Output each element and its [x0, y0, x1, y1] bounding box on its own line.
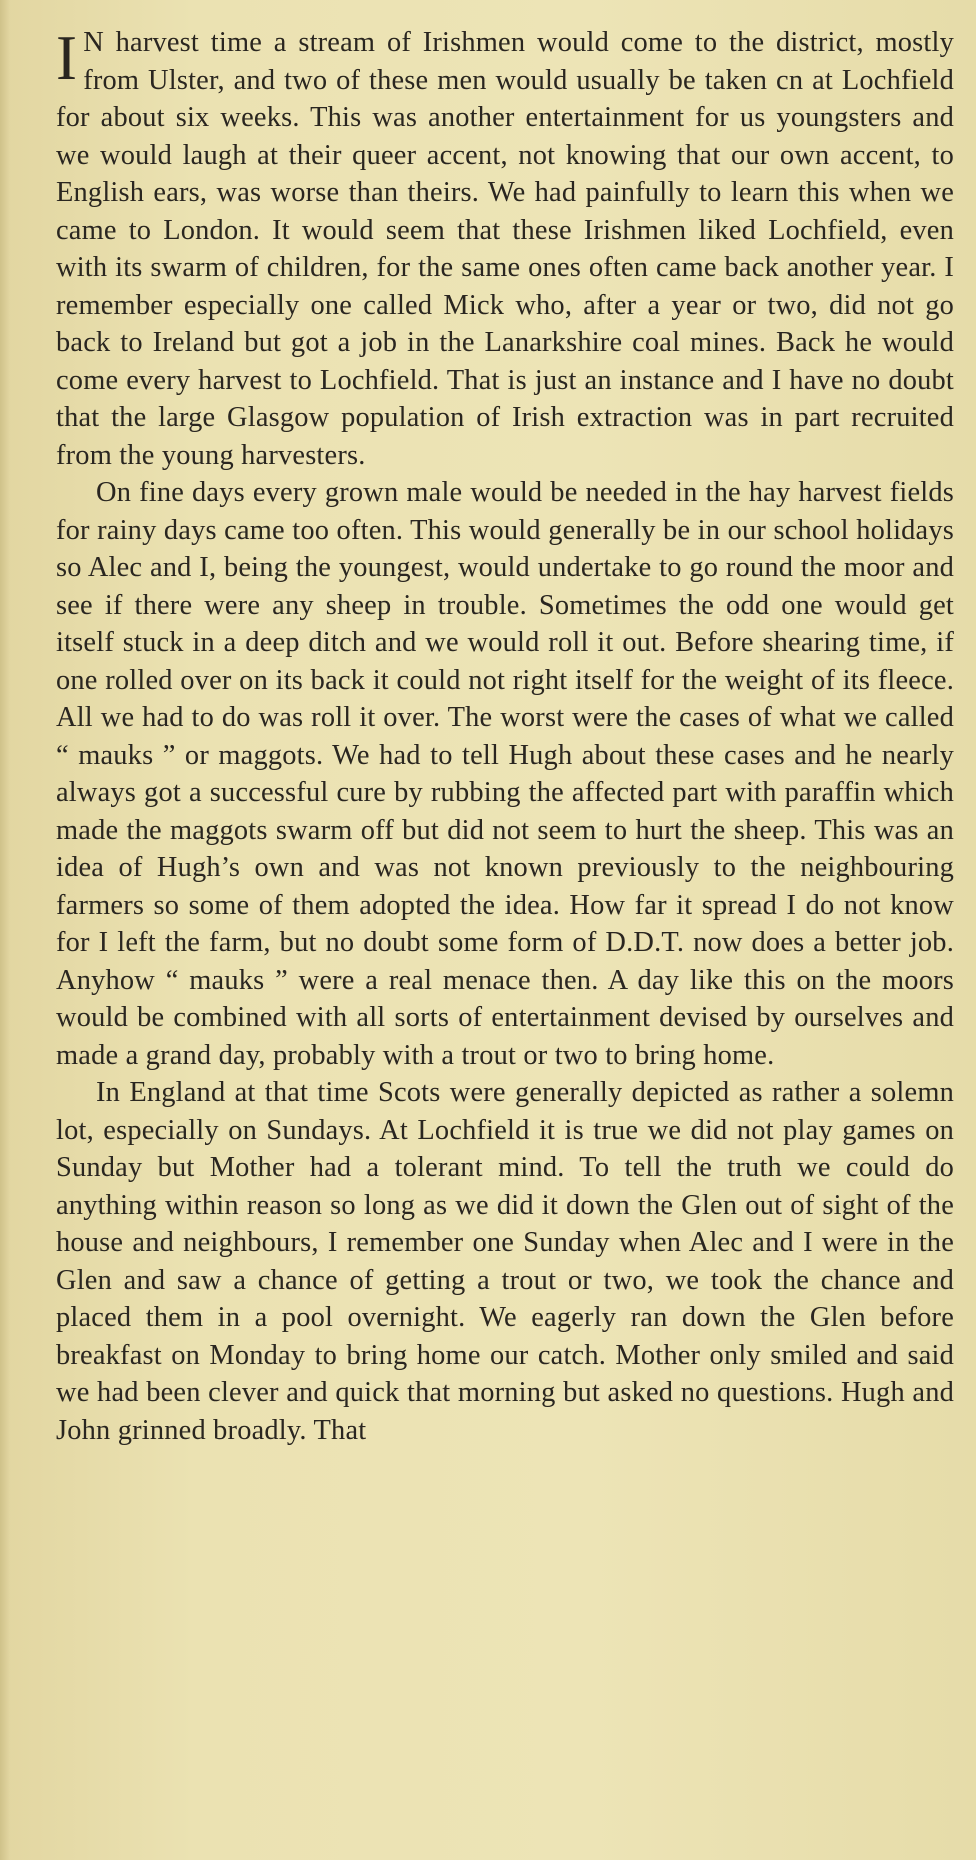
paragraph-3: In England at that time Scots were generally depicted as rather a solemn lot, especially on Sundays. At Lochfield it is true we did not play games on Sunday but Mother had a tolerant mind. To tell the truth we could do anything within reason so long as we did it down the Glen out of sight of the house and neighbours, I remember one Sunday when Alec and I were in the Glen and saw a chance of getting a trout or two, we took the chance and placed them in a pool overnight. We eagerly ran down the Glen before breakfast on Monday to bring home our catch. Mother only smiled and said we had been clever and quick that morning but asked no questions. Hugh and John grinned broadly. That: [56, 1077, 954, 1446]
paragraph-1: [56, 24, 954, 474]
paragraph-2: On fine days every grown male would be needed in the hay harvest fields for rainy days came too often. This would generally be in our school holidays so Alec and I, being the youngest, would undertake to go round the moor and see if there were any sheep in trouble. Sometimes the odd one would get itself stuck in a deep ditch and we would roll it out. Before shearing time, if one rolled over on its back it could not right itself for the weight of its fleece. All we had to do was roll it over. The worst were the cases of what we called “ mauks ” or maggots. We had to tell Hugh about these cases and he nearly always got a successful cure by rubbing the affected part with paraffin which made the maggots swarm off but did not seem to hurt the sheep. This was an idea of Hugh’s own and was not known previously to the neighbouring farmers so some of them adopted the idea. How far it spread I do not know for I left the farm, but no doubt some form of D.D.T. now does a better job. Anyhow “ mauks ” were a real menace then. A day like this on the moors would be combined with all sorts of entertainment devised by ourselves and made a grand day, probably with a trout or two to bring home.: [56, 477, 954, 1071]
paragraph-1-text: N harvest time a stream of Irishmen would come to the district, mostly from Ulster, and two of these men would usually be taken cn at Lochfield for about six weeks. This was another entertainment for us youngsters and we would laugh at their queer accent, not knowing that our own accent, to English ears, was worse than theirs. We had painfully to learn this when we came to London. It would seem that these Irishmen liked Lochfield, even with its swarm of children, for the same ones often came back another year. I remember especially one called Mick who, after a year or two, did not go back to Ireland but got a job in the Lanarkshire coal mines. Back he would come every harvest to Lochfield. That is just an instance and I have no doubt that the large Glasgow population of Irish extraction was in part recruited from the young harvesters.: [56, 27, 954, 471]
article-column: [56, 24, 954, 1449]
drop-cap: I: [56, 23, 78, 93]
